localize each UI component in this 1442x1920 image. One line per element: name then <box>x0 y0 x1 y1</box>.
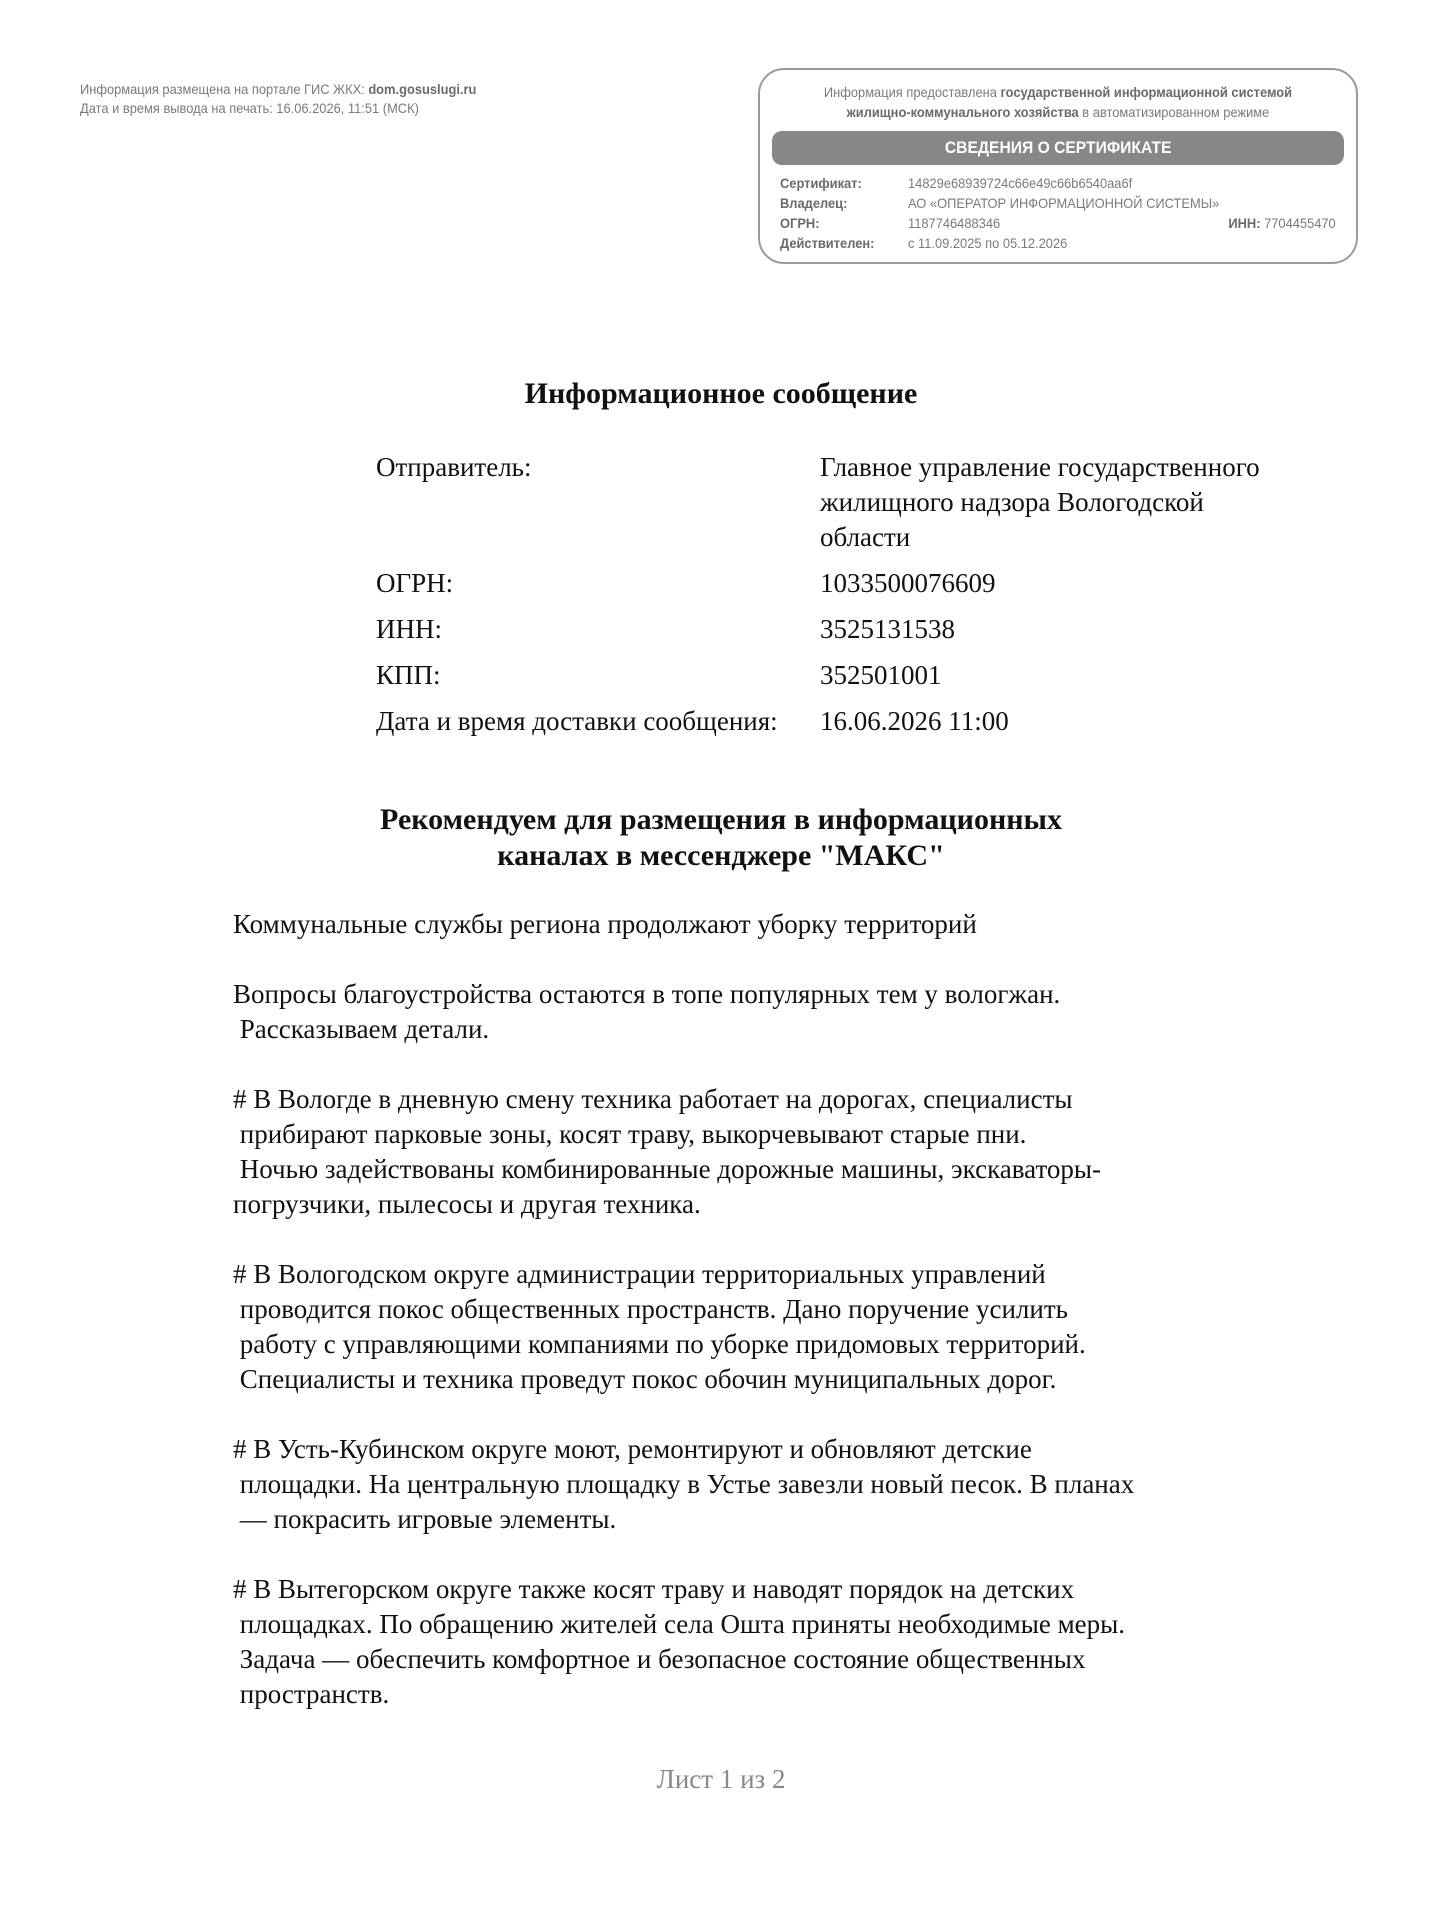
rec-title-line-2: каналах в мессенджере "МАКС" <box>497 839 945 872</box>
portal-site: dom.gosuslugi.ru <box>368 81 477 97</box>
delivery-label: Дата и время доставки сообщения: <box>376 706 778 736</box>
sender-value: Главное управление государственного жилищного надзора Вологодской области <box>820 452 1260 552</box>
cert-intro-prefix: Информация предоставлена <box>823 84 1001 100</box>
cert-value: 14829e68939724c66e49c66b6540aa6f <box>908 175 1133 191</box>
certificate-details <box>780 173 1336 253</box>
recommendation-title <box>0 802 1442 874</box>
cert-row-owner <box>780 193 1336 213</box>
ogrn-label: ОГРН: <box>376 568 454 598</box>
message-body: Коммунальные службы региона продолжают уборку территорий Вопросы благоустройства остаются в топе популярных тем у вологжан. Рассказываем детали. # В Вологде в дневную смену техника работает на дорогах, специалисты прибирают парковые зоны, косят траву, выкорчевывают старые пни. Ночью задействованы комбинированные дорожные машины, экскаваторы- погрузчики, пылесосы и другая техника. # В Вологодском округе администрации территориальных управлений проводится покос общественных пространств. Дано поручение усилить работу с управляющими компаниями по уборке придомовых территорий. Специалисты и техника проведут покос обочин муниципальных дорог. # В Усть-Кубинском округе моют, ремонтируют и обновляют детские площадки. На центральную площадку в Устье завезли новый песок. В планах — покрасить игровые элементы. # В Вытегорском округе также косят траву и наводят порядок на детских площадках. По обращению жителей села Ошта приняты необходимые меры. Задача — обеспечить комфортное и безопасное состояние общественных пространств. <box>233 909 1135 1709</box>
cert-intro-suffix: в автоматизированном режиме <box>1078 104 1270 120</box>
page-counter: Лист 1 из 2 <box>656 1764 786 1794</box>
cert-ogrn-label: ОГРН: <box>780 215 820 231</box>
cert-label: Сертификат: <box>780 175 862 191</box>
inn-label: ИНН: <box>376 614 442 644</box>
cert-row-valid <box>780 233 1336 253</box>
certificate-intro <box>784 82 1332 122</box>
certificate-header-bar <box>772 131 1344 165</box>
delivery-value: 16.06.2026 11:00 <box>820 706 1009 736</box>
cert-inn-value: 7704455470 <box>1264 215 1336 231</box>
ogrn-value: 1033500076609 <box>820 568 996 598</box>
inn-value: 3525131538 <box>820 614 955 644</box>
sender-label: Отправитель: <box>376 452 532 482</box>
cert-inn-label: ИНН: <box>1228 215 1261 231</box>
certificate-stamp <box>758 68 1358 264</box>
portal-line-1 <box>80 80 476 99</box>
meta-row-inn <box>376 612 1326 647</box>
kpp-value: 352501001 <box>820 660 942 690</box>
print-datetime: Дата и время вывода на печать: 16.06.2026, 11:51 (МСК) <box>80 100 419 116</box>
meta-row-delivery <box>376 704 1326 739</box>
cert-inn <box>1229 213 1336 233</box>
cert-bar-title: СВЕДЕНИЯ О СЕРТИФИКАТЕ <box>944 138 1172 157</box>
meta-row-sender <box>376 450 1326 555</box>
valid-value: с 11.09.2025 по 05.12.2026 <box>908 235 1068 251</box>
owner-value: АО «ОПЕРАТОР ИНФОРМАЦИОННОЙ СИСТЕМЫ» <box>908 195 1220 211</box>
cert-row-certificate <box>780 173 1336 193</box>
document-title: Информационное сообщение <box>524 377 918 410</box>
meta-row-kpp <box>376 658 1326 693</box>
sender-details <box>376 450 1326 750</box>
cert-row-ogrn <box>780 213 1336 233</box>
kpp-label: КПП: <box>376 660 441 690</box>
cert-ogrn-value: 1187746488346 <box>908 215 1001 231</box>
meta-row-ogrn <box>376 566 1326 601</box>
cert-intro-housing: жилищно-коммунального хозяйства <box>846 104 1079 120</box>
cert-intro-system: государственной информационной системой <box>1000 84 1293 100</box>
portal-prefix: Информация размещена на портале ГИС ЖКХ: <box>80 81 369 97</box>
portal-info <box>80 80 476 118</box>
owner-label: Владелец: <box>780 195 848 211</box>
rec-title-line-1: Рекомендуем для размещения в информационных <box>380 803 1062 836</box>
valid-label: Действителен: <box>780 235 875 251</box>
